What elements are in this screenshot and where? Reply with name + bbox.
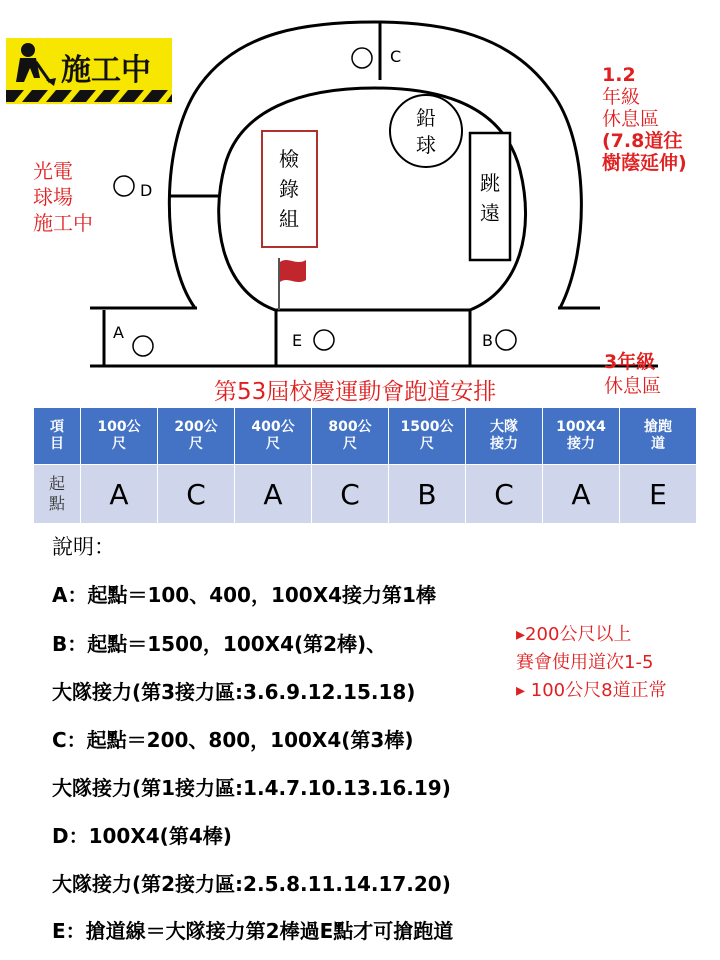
construction-badge: [6, 38, 172, 104]
cell-800m: C: [312, 465, 389, 524]
long-jump-area: [470, 133, 510, 260]
table-row: [34, 465, 697, 524]
row-head-start: 起 點: [34, 465, 81, 524]
lane-usage-note: [516, 621, 667, 705]
table-header-row: [34, 408, 697, 465]
point-b-label: B: [482, 331, 493, 350]
point-a-circle: [133, 336, 153, 356]
note-line: 施工中: [33, 211, 93, 235]
header-4x100-relay: 100X4 接力: [543, 408, 620, 465]
header-1500m: 1500公 尺: [389, 408, 466, 465]
point-c-circle: [352, 48, 372, 68]
cell-200m: C: [158, 465, 235, 524]
header-200m: 200公 尺: [158, 408, 235, 465]
long-jump-label-2: 遠: [480, 201, 500, 225]
point-c-label: C: [390, 47, 402, 66]
note-line: 3年級: [604, 351, 656, 373]
long-jump-label-1: 跳: [480, 171, 500, 195]
explanation-line: C：起點＝200、800，100X4(第3棒): [52, 728, 414, 752]
badge-text: 施工中: [61, 53, 151, 88]
note-line: 休息區: [604, 375, 662, 397]
explanation-line: E：搶道線＝大隊接力第2棒過E點才可搶跑道: [52, 919, 454, 943]
hazard-stripes: [6, 90, 172, 102]
inspection-label-2: 錄: [279, 177, 299, 201]
note-line: (7.8道往: [602, 130, 683, 152]
cell-1500m: B: [389, 465, 466, 524]
point-d-circle: [114, 176, 134, 196]
note-grade-1-2-rest-area: [602, 64, 687, 174]
note-line: 年級: [602, 86, 641, 108]
event-title: 第53屆校慶運動會跑道安排: [214, 379, 497, 405]
note-grade-3-rest-area: [604, 350, 661, 398]
point-e-circle: [314, 330, 334, 350]
note-line: ▸ 100公尺8道正常: [516, 680, 667, 701]
explanation-line: 大隊接力(第2接力區:2.5.8.11.14.17.20): [52, 872, 451, 896]
explanation-line: D：100X4(第4棒): [52, 824, 232, 848]
note-line: 球場: [33, 185, 73, 209]
header-item: 項 目: [34, 408, 81, 465]
flag-icon: [279, 258, 306, 310]
header-team-relay: 大隊 接力: [466, 408, 543, 465]
note-line: 賽會使用道次1-5: [516, 652, 654, 673]
note-line: ▸200公尺以上: [516, 624, 632, 645]
cell-team-relay: C: [466, 465, 543, 524]
shot-put-label-1: 鉛: [416, 106, 436, 130]
header-800m: 800公 尺: [312, 408, 389, 465]
explanation-line: 大隊接力(第1接力區:1.4.7.10.13.16.19): [52, 776, 451, 800]
note-solar-court-construction: [33, 158, 93, 236]
note-line: 1.2: [602, 64, 636, 86]
cell-4x100-relay: A: [543, 465, 620, 524]
note-line: 休息區: [602, 108, 660, 130]
point-b-circle: [496, 330, 516, 350]
start-point-table: [33, 407, 697, 524]
point-a-label: A: [113, 323, 124, 342]
point-d-label: D: [140, 181, 153, 200]
header-100m: 100公 尺: [81, 408, 158, 465]
header-break-line: 搶跑 道: [620, 408, 697, 465]
explanation-title: 說明：: [52, 535, 115, 559]
header-400m: 400公 尺: [235, 408, 312, 465]
inspection-label-3: 組: [279, 207, 299, 231]
cell-break-line: E: [620, 465, 697, 524]
cell-400m: A: [235, 465, 312, 524]
shot-put-label-2: 球: [416, 133, 436, 157]
explanation-line: 大隊接力(第3接力區:3.6.9.12.15.18): [52, 680, 416, 704]
explanation-line: A：起點＝100、400，100X4接力第1棒: [52, 583, 436, 607]
point-e-label: E: [292, 331, 303, 350]
explanation-line: B：起點＝1500，100X4(第2棒)、: [52, 632, 387, 656]
cell-100m: A: [81, 465, 158, 524]
inspection-label-1: 檢: [279, 147, 299, 171]
note-line: 光電: [33, 159, 73, 183]
note-line: 樹蔭延伸): [602, 152, 687, 174]
